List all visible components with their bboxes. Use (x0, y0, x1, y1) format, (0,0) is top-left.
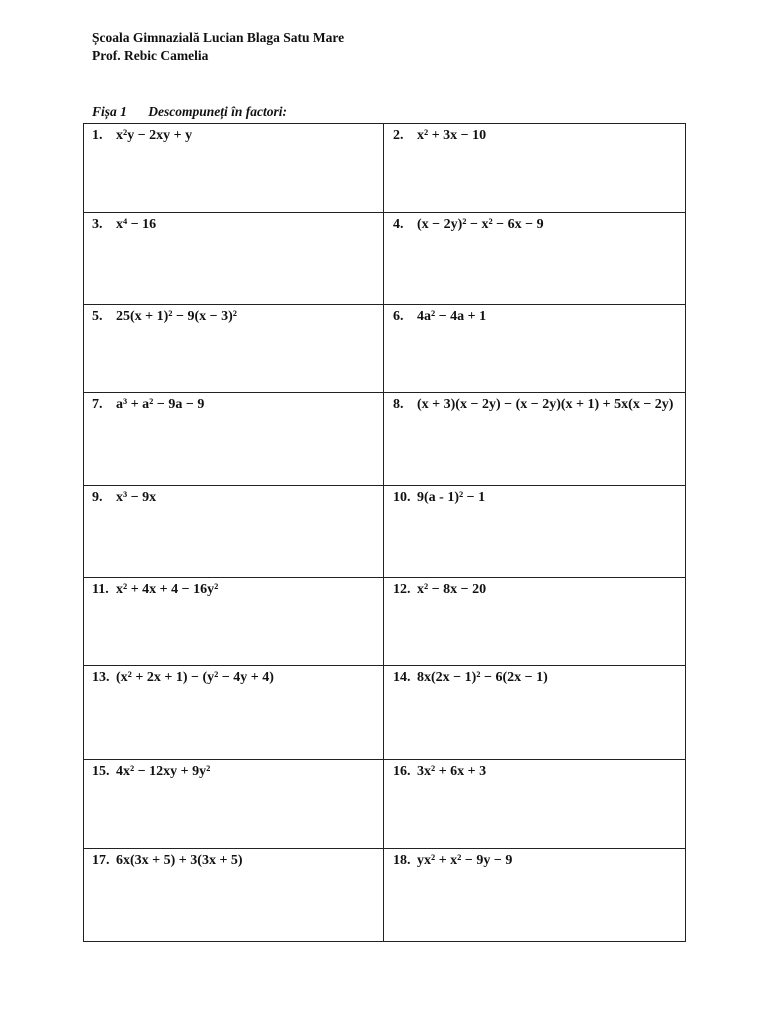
exercise-expression: 4a² − 4a + 1 (417, 309, 487, 324)
exercise-expression: (x + 3)(x − 2y) − (x − 2y)(x + 1) + 5x(x − 2y) (417, 397, 674, 412)
exercise-number: 5. (92, 309, 103, 324)
exercise-expression: 8x(2x − 1)² − 6(2x − 1) (417, 670, 548, 685)
exercise-expression: x³ − 9x (116, 490, 157, 505)
exercise-cell (384, 578, 685, 666)
sheet-label: Fișa 1 (92, 104, 127, 119)
exercise-number: 18. (393, 853, 411, 868)
exercise-cell (84, 393, 384, 486)
exercise-expression: x⁴ − 16 (116, 217, 157, 232)
exercise-expression: x² + 4x + 4 − 16y² (116, 582, 219, 597)
exercise-number: 9. (92, 490, 103, 505)
exercise-expression: (x − 2y)² − x² − 6x − 9 (417, 217, 544, 232)
exercise-cell (384, 305, 685, 393)
exercise-expression: x²y − 2xy + y (116, 128, 193, 143)
exercise-number: 6. (393, 309, 404, 324)
exercise-expression: a³ + a² − 9a − 9 (116, 397, 205, 412)
exercise-expression: 3x² + 6x + 3 (417, 764, 487, 779)
exercise-expression: 6x(3x + 5) + 3(3x + 5) (116, 853, 243, 868)
exercise-expression: x² − 8x − 20 (417, 582, 487, 597)
exercise-expression: 25(x + 1)² − 9(x − 3)² (116, 309, 237, 324)
exercise-number: 17. (92, 853, 110, 868)
exercise-cell (84, 124, 384, 213)
exercise-number: 8. (393, 397, 404, 412)
exercise-cell (384, 124, 685, 213)
school-name: Școala Gimnazială Lucian Blaga Satu Mare (92, 30, 345, 45)
exercise-cell (384, 760, 685, 849)
exercise-expression: x² + 3x − 10 (417, 128, 487, 143)
exercise-cell (384, 393, 685, 486)
exercise-cell (384, 486, 685, 578)
exercise-number: 1. (92, 128, 103, 143)
exercise-expression: 9(a - 1)² − 1 (417, 490, 486, 505)
exercise-expression: 4x² − 12xy + 9y² (116, 764, 211, 779)
exercise-number: 14. (393, 670, 411, 685)
exercise-number: 16. (393, 764, 411, 779)
exercise-cell (84, 486, 384, 578)
exercise-table (83, 123, 686, 942)
exercise-number: 13. (92, 670, 110, 685)
exercise-number: 10. (393, 490, 411, 505)
exercise-cell (84, 760, 384, 849)
exercise-number: 4. (393, 217, 404, 232)
exercise-number: 15. (92, 764, 110, 779)
exercise-number: 3. (92, 217, 103, 232)
exercise-expression: (x² + 2x + 1) − (y² − 4y + 4) (116, 670, 274, 685)
exercise-cell (84, 578, 384, 666)
worksheet-heading (92, 104, 287, 120)
exercise-cell (384, 849, 685, 941)
exercise-number: 7. (92, 397, 103, 412)
exercise-cell (384, 213, 685, 305)
exercise-cell (84, 666, 384, 760)
exercise-number: 11. (92, 582, 109, 597)
exercise-expression: yx² + x² − 9y − 9 (417, 853, 513, 868)
exercise-cell (384, 666, 685, 760)
worksheet-title: Descompuneți în factori: (148, 104, 288, 119)
exercise-cell (84, 849, 384, 941)
teacher-name: Prof. Rebic Camelia (92, 48, 209, 63)
exercise-number: 12. (393, 582, 411, 597)
document-header (92, 29, 344, 65)
exercise-number: 2. (393, 128, 404, 143)
exercise-cell (84, 305, 384, 393)
exercise-cell (84, 213, 384, 305)
